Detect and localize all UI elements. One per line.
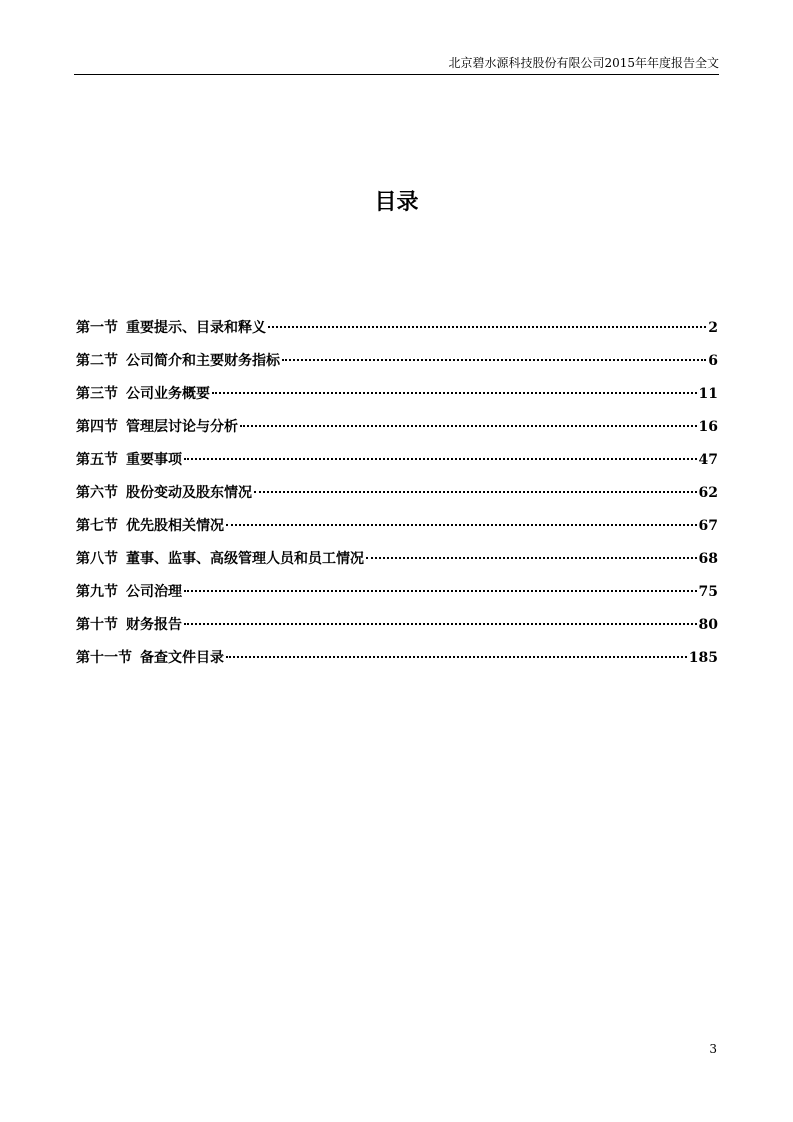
toc-title: 公司简介和主要财务指标 (126, 353, 280, 369)
toc-title: 管理层讨论与分析 (126, 419, 238, 435)
toc-section: 第十一节 (76, 650, 132, 666)
toc-page: 6 (708, 353, 718, 369)
toc-section: 第六节 (76, 485, 118, 501)
toc-page: 2 (708, 320, 718, 336)
toc-page: 67 (698, 518, 718, 534)
toc-leader (184, 621, 697, 625)
toc-section: 第八节 (76, 551, 118, 567)
toc-entry-10[interactable] (76, 615, 718, 648)
toc-entry-9[interactable] (76, 582, 718, 615)
toc-page: 185 (688, 650, 718, 666)
toc-section: 第四节 (76, 419, 118, 435)
page-number: 3 (709, 1042, 717, 1056)
toc-section: 第五节 (76, 452, 118, 468)
toc-entry-3[interactable] (76, 384, 718, 417)
toc-leader (226, 522, 697, 526)
toc-page: 62 (698, 485, 718, 501)
toc-entry-11[interactable] (76, 648, 718, 681)
toc-title: 董事、监事、高级管理人员和员工情况 (126, 551, 364, 567)
toc-entry-8[interactable] (76, 549, 718, 582)
toc-title: 公司业务概要 (126, 386, 210, 402)
toc-section: 第九节 (76, 584, 118, 600)
toc-leader (240, 423, 697, 427)
toc-leader (282, 357, 706, 361)
toc-leader (254, 489, 697, 493)
toc-page: 16 (698, 419, 718, 435)
toc-entry-1[interactable] (76, 318, 718, 351)
toc-section: 第三节 (76, 386, 118, 402)
toc-leader (184, 588, 697, 592)
toc-entry-5[interactable] (76, 450, 718, 483)
toc-section: 第二节 (76, 353, 118, 369)
toc-entry-4[interactable] (76, 417, 718, 450)
table-of-contents (76, 318, 718, 681)
toc-entry-6[interactable] (76, 483, 718, 516)
toc-title: 优先股相关情况 (126, 518, 224, 534)
toc-section: 第七节 (76, 518, 118, 534)
toc-section: 第一节 (76, 320, 118, 336)
toc-leader (366, 555, 697, 559)
toc-entry-2[interactable] (76, 351, 718, 384)
toc-page: 80 (698, 617, 718, 633)
toc-title: 重要提示、目录和释义 (126, 320, 266, 336)
toc-page: 11 (698, 386, 718, 402)
toc-title: 公司治理 (126, 584, 182, 600)
header-title: 北京碧水源科技股份有限公司2015年年度报告全文 (448, 56, 719, 70)
page-header (74, 56, 719, 75)
toc-leader (184, 456, 697, 460)
toc-leader (226, 654, 687, 658)
toc-section: 第十节 (76, 617, 118, 633)
toc-page: 68 (698, 551, 718, 567)
toc-leader (268, 324, 706, 328)
toc-title: 重要事项 (126, 452, 182, 468)
page-title: 目录 (374, 190, 419, 215)
toc-entry-7[interactable] (76, 516, 718, 549)
toc-leader (212, 390, 697, 394)
toc-title: 财务报告 (126, 617, 182, 633)
toc-page: 75 (698, 584, 718, 600)
toc-page: 47 (698, 452, 718, 468)
toc-title: 股份变动及股东情况 (126, 485, 252, 501)
toc-title: 备查文件目录 (140, 650, 224, 666)
